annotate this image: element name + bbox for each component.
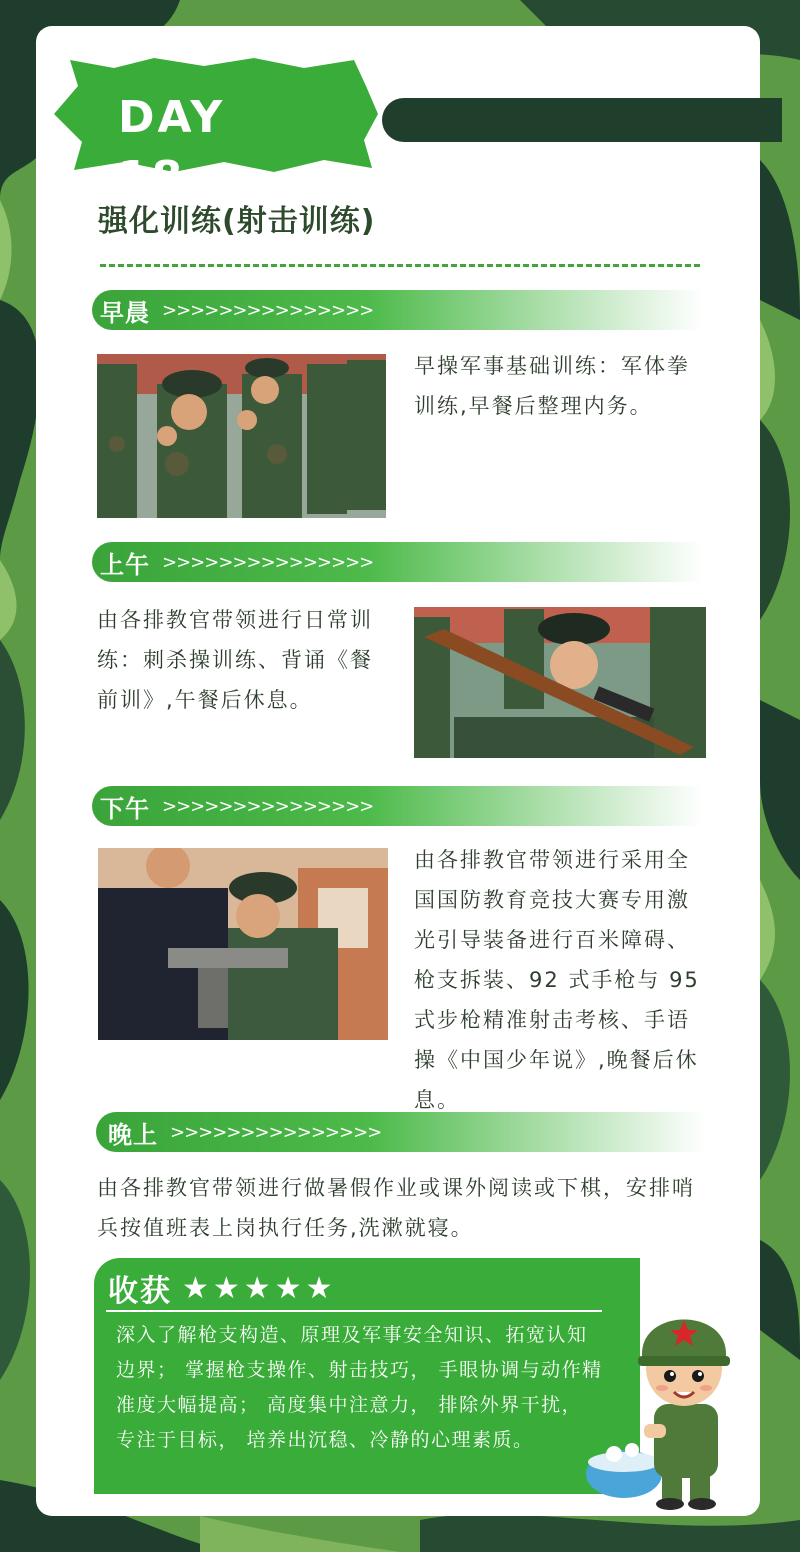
rating-stars: ★★★★★	[182, 1270, 337, 1306]
boy-aiming-rifle-photo	[98, 848, 388, 1040]
afternoon-description: 由各排教官带领进行采用全国国防教育竞技大赛专用激光引导装备进行百米障碍、枪支拆装、92 式手枪与 95 式步枪精准射击考核、手语操《中国少年说》,晚餐后休息。	[414, 848, 700, 1112]
section-bar-forenoon	[92, 542, 702, 582]
arrows-decoration: >>>>>>>>>>>>>>>	[162, 299, 374, 321]
morning-description: 早操军事基础训练：军体拳训练,早餐后整理内务。	[414, 354, 690, 418]
section-label: 下午	[100, 794, 150, 823]
section-bar-morning	[92, 290, 702, 330]
section-bar-afternoon	[92, 786, 702, 826]
harvest-title: 收获	[108, 1274, 172, 1309]
boys-military-drill-photo	[97, 354, 386, 518]
day-label: DAY 18	[118, 92, 226, 203]
arrows-decoration: >>>>>>>>>>>>>>>	[170, 1121, 382, 1143]
arrows-decoration: >>>>>>>>>>>>>>>	[162, 551, 374, 573]
section-label: 晚上	[108, 1120, 158, 1149]
section-bar-evening	[96, 1112, 706, 1152]
harvest-description: 深入了解枪支构造、原理及军事安全知识、拓宽认知边界； 掌握枪支操作、射击技巧， 手眼协调与动作精准度大幅提高； 高度集中注意力， 排除外界干扰， 专注于目标， 培养出沉稳、冷静的心理素质。	[116, 1324, 603, 1451]
page-title: 强化训练(射击训练)	[98, 204, 376, 239]
title-divider	[100, 264, 700, 267]
harvest-header	[108, 1266, 336, 1310]
girl-holding-rifle-photo	[414, 607, 706, 758]
forenoon-description: 由各排教官带领进行日常训练：刺杀操训练、背诵《餐前训》,午餐后休息。	[97, 608, 373, 712]
arrows-decoration: >>>>>>>>>>>>>>>	[162, 795, 374, 817]
section-label: 早晨	[100, 298, 150, 327]
section-label: 上午	[100, 550, 150, 579]
header-notch	[382, 98, 782, 142]
evening-description: 由各排教官带领进行做暑假作业或课外阅读或下棋，安排哨兵按值班表上岗执行任务,洗漱就寝。	[97, 1176, 695, 1240]
cartoon-soldier-icon	[584, 1284, 748, 1510]
harvest-divider	[106, 1310, 602, 1312]
